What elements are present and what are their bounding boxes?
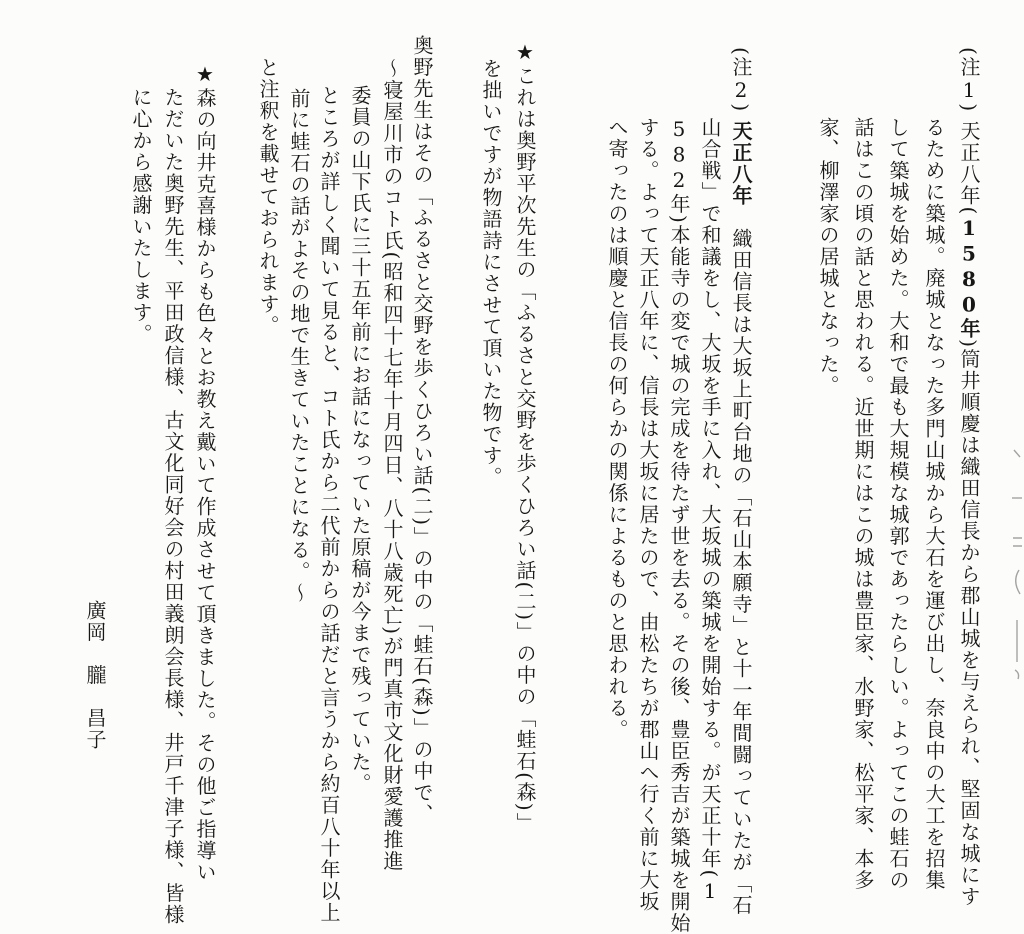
okuno-annotation-column: 奥野先生はその「ふるさと交野を歩くひろい話(二)」の中の「蛙石(森)」の中で、 bbox=[410, 35, 434, 825]
note-2-column: する。よって天正八年に、信長は大坂に居たので、由松たちが郡山へ行く前に大坂 bbox=[636, 117, 660, 913]
okuno-annotation-column: 委員の山下氏に三十五年前にお話になっていた原稿が今まで残っていた。 bbox=[348, 85, 372, 795]
okuno-annotation-column: 〜寝屋川市のコト氏(昭和四十七年十月四日、八十八歳死亡)が門真市文化財愛護推進 bbox=[380, 58, 404, 873]
note-2-column: 山合戦」で和議をし、大坂を手に入れ、大坂城の築城を開始する。が天正十年(1 bbox=[698, 117, 722, 905]
note-1-column: 家、柳澤家の居城となった。 bbox=[816, 117, 840, 397]
note-1-column: して築城を始めた。大和で最も大規模な城郭であったらしい。よってこの蛙石の bbox=[886, 117, 910, 891]
note-1-column: 話はこの頃の話と思われる。近世期にはこの城は豊臣家、水野家、松平家、本多 bbox=[851, 117, 875, 891]
okuno-annotation-column: と注釈を載せておられます。 bbox=[256, 57, 280, 337]
okuno-annotation-column: ところが詳しく聞いて見ると、コト氏から二代前からの話だと言うから約百八十年以上 bbox=[317, 85, 341, 924]
note-1-column: (注1) 天正八年(1580年)筒井順慶は織田信長から郡山城を与えられ、堅固な城にす bbox=[957, 47, 981, 908]
story-source-note-column: ★これは奥野平次先生の「ふるさと交野を歩くひろい話(二)」の中の「蛙石(森)」 bbox=[513, 40, 537, 834]
note-2-column: 582年)本能寺の変で城の完成を待たず世を去る。その後、豊臣秀吉が築城を開始 bbox=[667, 117, 691, 934]
signature-name: 廣岡 朧 昌子 bbox=[83, 600, 107, 751]
right-edge-clipped-text-fragments bbox=[1004, 438, 1024, 683]
note-2-column: (注2) 天正八年 織田信長は大坂上町台地の「石山本願寺」と十一年間闘っていたが「石 bbox=[729, 47, 753, 916]
acknowledgement-column: ★森の向井克喜様からも色々とお教え戴いて作成させて頂きました。その他ご指導い bbox=[193, 62, 217, 883]
story-source-note-column: を拙いですが物語詩にさせて頂いた物です。 bbox=[479, 58, 503, 488]
acknowledgement-column: に心から感謝いたします。 bbox=[129, 87, 153, 345]
okuno-annotation-column: 前に蛙石の話がよその地で生きていたことになる。〜 bbox=[287, 88, 311, 604]
note-1-column: るために築城。廃城となった多門山城から大石を運び出し、奈良中の大工を招集 bbox=[922, 117, 946, 891]
acknowledgement-column: ただいた奥野先生、平田政信様、古文化同好会の村田義朗会長様、井戸千津子様、皆様 bbox=[161, 87, 185, 926]
note-2-column: へ寄ったのは順慶と信長の何らかの関係によるものと思われる。 bbox=[605, 117, 629, 741]
